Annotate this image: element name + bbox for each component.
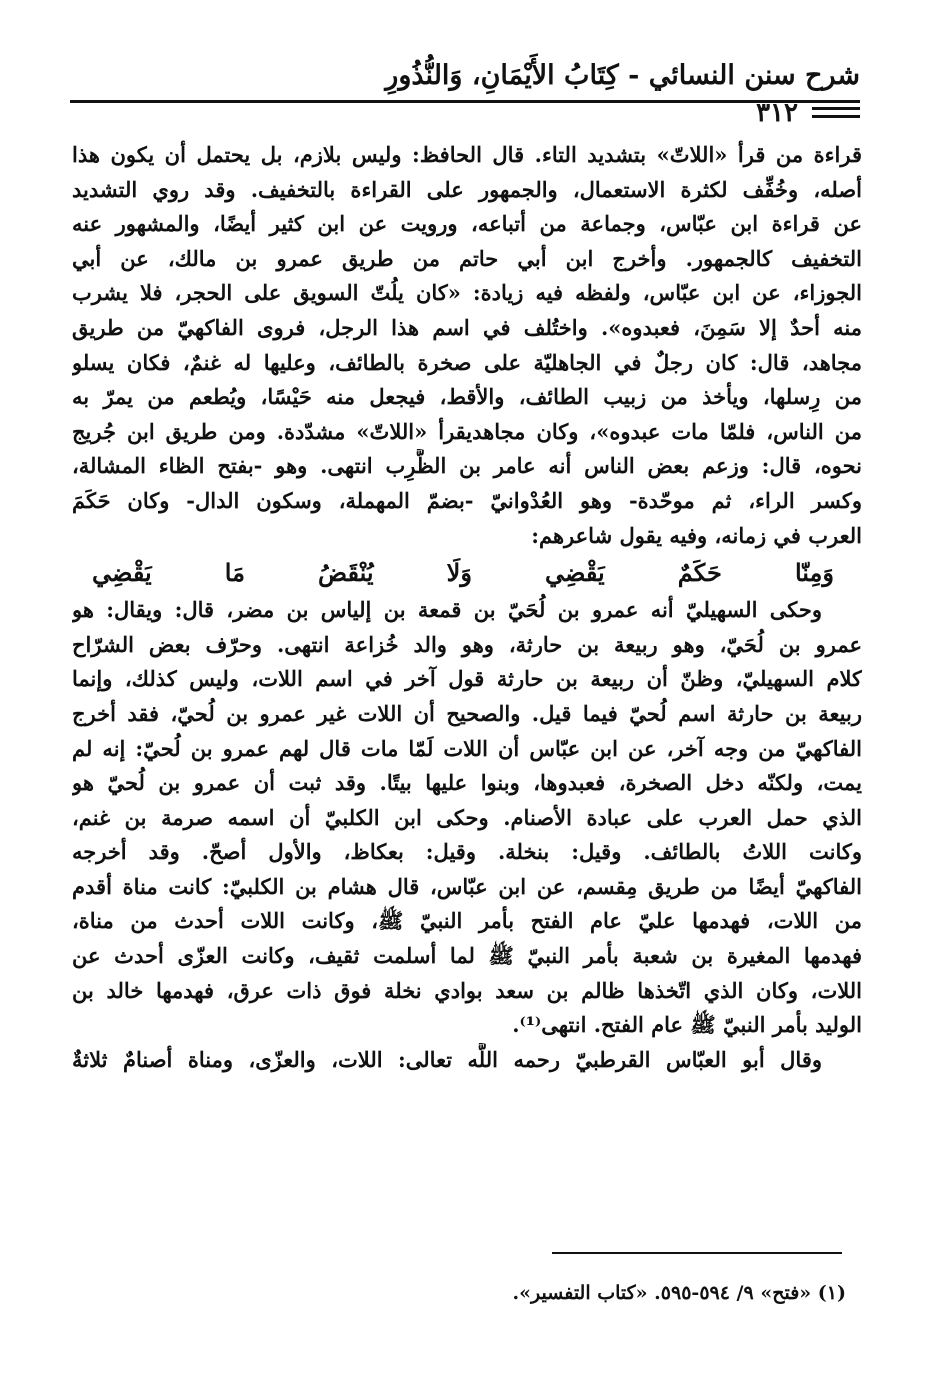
text-line: من اللات، فهدمها عليّ عام الفتح بأمر النبيّ ﷺ، وكانت اللات أحدث من مناة،	[72, 908, 862, 934]
text-line: ربيعة بن حارثة اسم لُحيّ فيما قيل. والصحيح أن اللات غير عمرو بن لُحيّ، فقد أخرج	[72, 700, 862, 726]
text-line: وكانت اللاتُ بالطائف. وقيل: بنخلة. وقيل: بعكاظ، والأول أصحّ. وقد أخرجه	[72, 839, 862, 865]
text-line: الفاكهيّ من وجه آخر، عن ابن عبّاس أن اللات لَمّا مات قال لهم عمرو بن لُحيّ: إنه لم	[72, 735, 862, 761]
text-line: مجاهد، قال: كان رجلٌ في الجاهليّة على صخرة بالطائف، وعليها له غنمٌ، فكان يسلو	[72, 349, 862, 375]
text-line: منه أحدٌ إلا سَمِنَ، فعبدوه». واختُلف في اسم هذا الرجل، فروى الفاكهيّ من طريق	[72, 314, 862, 340]
text-line: فهدمها المغيرة بن شعبة بأمر النبيّ ﷺ لما أسلمت ثقيف، وكانت العزّى أحدث عن	[72, 943, 862, 969]
text-line: عمرو بن لُحَيّ، وهو ربيعة بن حارثة، وهو والد خُزاعة انتهى. وحرّف بعض الشرّاح	[72, 631, 862, 657]
text-line: الفاكهيّ أيضًا من طريق مِقسم، عن ابن عبّاس، قال هشام بن الكلبيّ: كانت مناة أقدم	[72, 873, 862, 899]
text-line: التخفيف كالجمهور. وأخرج ابن أبي حاتم من طريق عمرو بن مالك، عن أبي	[72, 245, 862, 271]
page-header	[70, 52, 860, 132]
body-text	[72, 138, 862, 1077]
page-number-rule	[812, 115, 860, 118]
text-line: عن قراءة ابن عبّاس، وجماعة من أتباعه، ورويت عن ابن كثير أيضًا، والمشهور عنه	[72, 211, 862, 237]
footnote: (١) «فتح» ٩/ ٥٩٤-٥٩٥. «كتاب التفسير».	[512, 1282, 846, 1304]
page-number: ٣١٢	[756, 98, 798, 128]
text-line: من الناس، فلمّا مات عبدوه»، وكان مجاهديقرأ «اللاتّ» مشدّدة. ومن طريق ابن جُريج	[72, 418, 862, 444]
text-line: أصله، وخُفِّف لكثرة الاستعمال، والجمهور على القراءة بالتخفيف. وقد روي التشديد	[72, 176, 862, 202]
text-line: نحوه، قال: وزعم بعض الناس أنه عامر بن الظَّرِب انتهى. وهو -بفتح الظاء المشالة،	[72, 453, 862, 479]
text-line: اللات، وكان الذي اتّخذها ظالم بن سعد بوادي نخلة فوق ذات عرق، فهدمها خالد بن	[72, 977, 862, 1003]
footnote-separator	[552, 1252, 842, 1254]
text-line: كلام السهيليّ، وظنّ أن ربيعة بن حارثة قول آخر في اسم اللات، وليس كذلك، وإنما	[72, 666, 862, 692]
text-line: وحكى السهيليّ أنه عمرو بن لُحَيّ بن قمعة بن إلياس بن مضر، قال: ويقال: هو	[72, 597, 822, 623]
running-title: شرح سنن النسائي - كِتَابُ الأَيْمَانِ، وَالنُّذُورِ	[385, 60, 860, 91]
poetry-verse: وَمِنّا حَكَمٌ يَقْضِي وَلَا يُنْقَضُ مَا يَقْضِي	[92, 558, 834, 588]
page-number-rule	[812, 107, 860, 110]
text-line: يمت، ولكنّه دخل الصخرة، فعبدوها، وبنوا عليها بيتًا. وقد ثبت أن عمرو بن لُحيّ هو	[72, 770, 862, 796]
text-line: قراءة من قرأ «اللاتّ» بتشديد التاء. قال الحافظ: وليس بلازم، بل يحتمل أن يكون هذا	[72, 142, 862, 167]
text-line: الذي حمل العرب على عبادة الأصنام. وحكى ابن الكلبيّ أن اسمه صرمة بن غنم،	[72, 804, 862, 830]
text-line: وكسر الراء، ثم موحّدة- وهو العُدْوانيّ -بضمّ المهملة، وسكون الدال- وكان حَكَمَ	[72, 487, 862, 513]
text-line: وقال أبو العبّاس القرطبيّ رحمه اللَّه تعالى: اللات، والعزّى، ومناة أصنامٌ ثلاثةٌ	[72, 1046, 822, 1072]
text-line: الجوزاء، عن ابن عبّاس، ولفظه فيه زيادة: «كان يلُتّ السويق على الحجر، فلا يشرب	[72, 280, 862, 306]
header-rule	[70, 100, 860, 103]
text-line: الوليد بأمر النبيّ ﷺ عام الفتح. انتهى⁽¹⁾.	[512, 1012, 862, 1038]
text-line: العرب في زمانه، وفيه يقول شاعرهم:	[531, 522, 862, 548]
text-line: من رِسلها، ويأخذ من زبيب الطائف، والأقط، فيجعل منه حَيْسًا، ويُطعم من يمرّ به	[72, 384, 862, 410]
